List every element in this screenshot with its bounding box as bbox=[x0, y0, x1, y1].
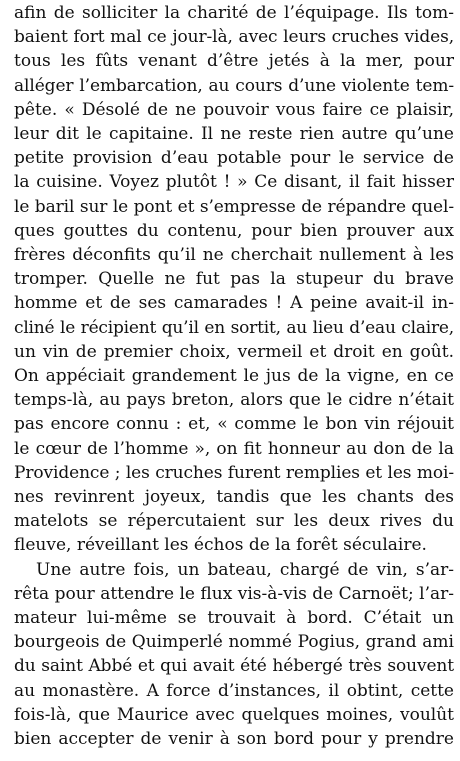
text-line: nes revinrent joyeux, tandis que les chants des bbox=[14, 487, 454, 507]
text-line: mateur lui-même se trouvait à bord. C’était un bbox=[14, 608, 454, 628]
text-line: fleuve, réveillant les échos de la forêt séculaire. bbox=[14, 535, 427, 556]
text-line: Providence ; les cruches furent remplies et les moi- bbox=[14, 462, 454, 483]
text-line: bien accepter de venir à son bord pour y prendre bbox=[14, 729, 454, 749]
text-line: alléger l’embarcation, au cours d’une violente tem- bbox=[14, 75, 454, 96]
text-line: frères déconfits qu’il ne cherchait nullement à les bbox=[14, 245, 454, 265]
text-line: pas encore connu : et, « comme le bon vin réjouit bbox=[14, 414, 454, 435]
text-line: baient fort mal ce jour-là, avec leurs cruches vides, bbox=[14, 27, 454, 48]
text-line: un vin de premier choix, vermeil et droit en goût. bbox=[14, 341, 454, 362]
text-line: tous les fûts venant d’être jetés à la mer, pour bbox=[14, 51, 454, 72]
text-line: au monastère. A force d’instances, il obtint, cette bbox=[14, 680, 454, 701]
text-line: la cuisine. Voyez plutôt ! » Ce disant, il fait hisser bbox=[14, 172, 454, 193]
text-line: ques gouttes du contenu, pour bien prouver aux bbox=[14, 220, 454, 241]
text-line: On appéciait grandement le jus de la vigne, en ce bbox=[14, 366, 454, 386]
text-line: Une autre fois, un bateau, chargé de vin, s’ar- bbox=[36, 559, 454, 580]
text-line: pête. « Désolé de ne pouvoir vous faire ce plaisir, bbox=[14, 99, 454, 120]
text-line: le cœur de l’homme », on fit honneur au don de la bbox=[14, 438, 454, 459]
text-line: du saint Abbé et qui avait été hébergé très souvent bbox=[14, 656, 454, 677]
text-line: cliné le récipient qu’il en sortit, au lieu d’eau claire, bbox=[14, 317, 454, 338]
text-line: fois-là, que Maurice avec quelques moines, voulût bbox=[14, 704, 454, 725]
text-line: temps-là, au pays breton, alors que le cidre n’était bbox=[14, 390, 454, 411]
text-line: homme et de ses camarades ! A peine avait-il in- bbox=[14, 293, 454, 314]
text-line: bourgeois de Quimperlé nommé Pogius, grand ami bbox=[14, 632, 454, 653]
text-line: leur dit le capitaine. Il ne reste rien autre qu’une bbox=[14, 124, 454, 144]
text-line: petite provision d’eau potable pour le service de bbox=[14, 148, 454, 169]
text-line: rêta pour attendre le flux vis-à-vis de Carnoët; l’ar- bbox=[14, 583, 454, 604]
text-line: le baril sur le pont et s’empresse de répandre quel- bbox=[14, 196, 454, 217]
text-line: tromper. Quelle ne fut pas la stupeur du brave bbox=[14, 269, 454, 290]
text-line: afin de solliciter la charité de l’équipage. Ils tom- bbox=[14, 3, 454, 23]
text-line: matelots se répercutaient sur les deux rives du bbox=[14, 511, 454, 532]
